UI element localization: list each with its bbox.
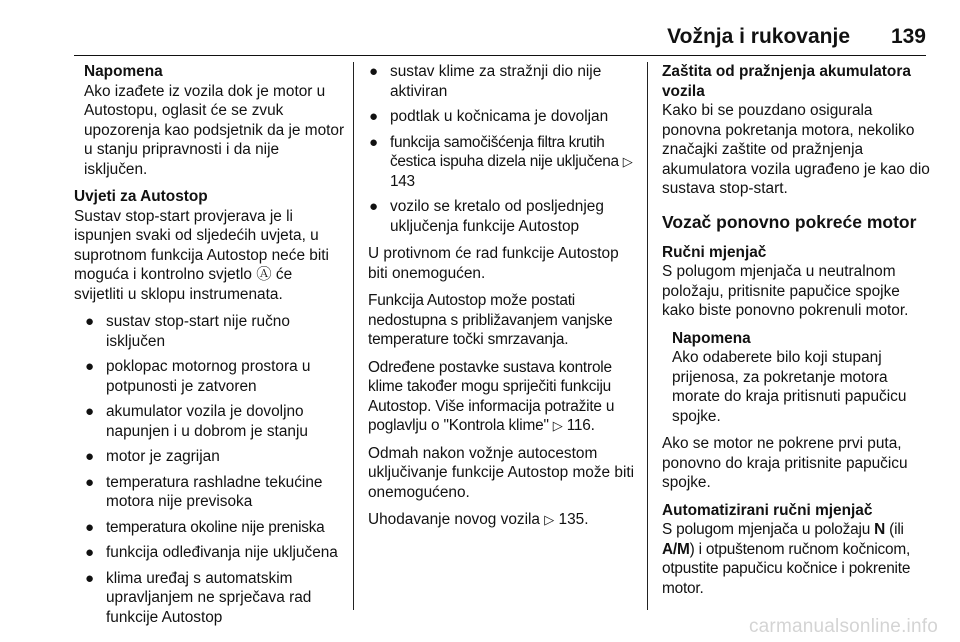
bullet-icon: ● (85, 518, 94, 536)
list-item: ● sustav klime za stražnji dio nije aktiviran (369, 63, 602, 100)
page-ref-arrow-icon: ▷ (544, 512, 555, 527)
paragraph: Kako bi se pouzdano osigurala ponovna pokretanja motora, nekoliko značajki zaštite od pražnjenja akumulatora vozila ugrađeno je kao dio sustava stop-start. (662, 102, 930, 197)
list-item: ● podtlak u kočnicama je dovoljan (369, 108, 609, 125)
column-divider (647, 62, 648, 610)
column-2 (368, 62, 636, 538)
page-ref-arrow-icon: ▷ (622, 154, 633, 169)
bullet-icon: ● (369, 133, 378, 151)
bullet-icon: ● (85, 544, 95, 561)
main-heading: Vozač ponovno pokreće motor (662, 211, 917, 232)
note-text: Ako izađete iz vozila dok je motor u Autostopu, oglasit će se zvuk upozorenja kao podsjetnik da je motor u stanju pripravnosti i da nije isključen. (84, 82, 345, 178)
paragraph: Ako se motor ne pokrene prvi puta, ponovno do kraja pritisnite papučicu spojke. (662, 435, 908, 491)
condition-list (74, 312, 346, 627)
list-item: ● sustav stop-start nije ručno isključen (85, 313, 290, 350)
list-item: ● funkcija samočišćenja filtra krutih čestica ispuha dizela nije uključena ▷ 143 (369, 133, 633, 190)
note-box (662, 329, 932, 427)
column-divider (353, 62, 354, 610)
gear-position-n: N (874, 521, 886, 538)
bullet-icon: ● (85, 473, 95, 491)
section-heading: Zaštita od pražnjenja akumulatora vozila (662, 63, 911, 100)
intro-text-end: će svijetliti u sklopu instrumenata. (74, 266, 293, 303)
gear-position-am: A/M (662, 540, 690, 558)
bullet-icon: ● (369, 198, 379, 215)
list-item: ● motor je zagrijan (85, 448, 220, 465)
page-ref-link[interactable]: 116. (566, 417, 595, 434)
list-item: ● poklopac motornog prostora u potpunosti je zatvoren (85, 358, 311, 395)
list-item: ● temperatura okoline nije preniska (85, 518, 325, 536)
paragraph: Određene postavke sustava kontrole klime također mogu spriječiti funkciju Autostop. Više informacija potražite u poglavlju o "Kontrola klime" ▷ 116. (368, 358, 615, 434)
page-header (0, 23, 960, 63)
note-box (74, 62, 346, 179)
section-heading: Ručni mjenjač (662, 243, 767, 261)
paragraph: U protivnom će rad funkcije Autostop biti onemogućen. (368, 245, 619, 282)
intro-text: Sustav stop-start provjerava je li ispunjen svaki od sljedećih uvjeta, u suprotnom funkcija Autostop neće biti moguća i kontrolno svjetlo (74, 207, 329, 283)
bullet-icon: ● (85, 403, 95, 420)
page-number: 139 (890, 25, 926, 48)
bullet-icon: ● (369, 63, 379, 80)
header-rule (74, 55, 926, 56)
list-item: ● akumulator vozila je dovoljno napunjen i u dobrom je stanju (85, 403, 308, 440)
section-heading: Automatizirani ručni mjenjač (662, 501, 873, 519)
list-item: ● funkcija odleđivanja nije uključena (85, 544, 338, 561)
paragraph: Odmah nakon vožnje autocestom uključivanje funkcije Autostop može biti onemogućeno. (368, 444, 635, 501)
paragraph: S polugom mjenjača u položaju N (ili A/M) i otpuštenom ručnom kočnicom, otpustite papučicu kočnice i pokrenite motor. (662, 521, 911, 597)
page-title: Vožnja i rukovanje (667, 25, 850, 48)
page-ref-arrow-icon: ▷ (552, 418, 563, 433)
bullet-icon: ● (85, 313, 95, 330)
bullet-icon: ● (85, 358, 95, 375)
note-heading: Napomena (672, 329, 751, 347)
paragraph: Funkcija Autostop može postati nedostupna s približavanjem vanjske temperature točki smrzavanja. (368, 292, 613, 348)
watermark: carmanualsonline.info (748, 616, 938, 637)
paragraph: S polugom mjenjača u neutralnom položaju, pritisnite papučice spojke kako biste ponovno pokrenuli motor. (662, 263, 909, 319)
list-item: ● vozilo se kretalo od posljednjeg uključenja funkcije Autostop (369, 198, 604, 235)
note-text: Ako odaberete bilo koji stupanj prijenosa, za pokretanje motora morate do kraja pritisnuti papučicu spojke. (672, 349, 907, 425)
page-ref-link[interactable]: 143 (390, 172, 415, 190)
bullet-icon: ● (85, 448, 95, 465)
paragraph (74, 207, 346, 305)
section-heading: Uvjeti za Autostop (74, 188, 208, 205)
list-item: ● temperatura rashladne tekućine motora nije previsoka (85, 473, 323, 510)
condition-list-continued (368, 62, 636, 236)
page-ref-link[interactable]: 135. (558, 511, 589, 528)
autostop-indicator-icon: Ⓐ (256, 266, 272, 283)
column-1 (74, 62, 346, 635)
bullet-icon: ● (369, 108, 379, 125)
note-heading: Napomena (84, 63, 163, 80)
column-3 (662, 62, 932, 606)
paragraph: Uhodavanje novog vozila ▷ 135. (368, 511, 589, 528)
bullet-icon: ● (85, 569, 95, 587)
list-item: ● klima uređaj s automatskim upravljanjem ne sprječava rad funkcije Autostop (85, 569, 312, 626)
